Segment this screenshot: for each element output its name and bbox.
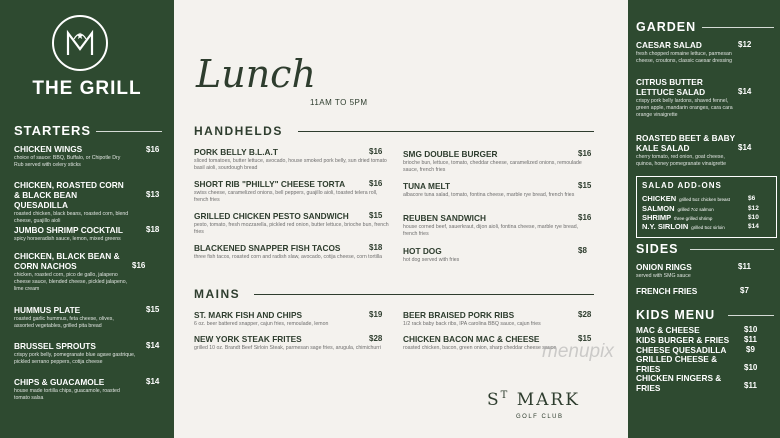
main-name: ST. MARK FISH AND CHIPS [194, 310, 303, 320]
main-desc: 6 oz. beer battered snapper, cajun fries, remoulade, lemon [194, 321, 329, 327]
kids-item [636, 325, 736, 335]
club-name-t: T [500, 390, 510, 401]
addon-item [642, 222, 725, 231]
mains-title: MAINS [194, 287, 241, 301]
handheld-desc: swiss cheese, caramelized onions, bell peppers, guajillo aioli, toasted telera roll, french fries [194, 190, 378, 203]
starter-price: $16 [146, 145, 160, 154]
lunch-hours: 11AM TO 5PM [310, 98, 368, 107]
side-price: $7 [740, 286, 749, 295]
garden-price: $12 [738, 40, 752, 49]
main-desc: roasted chicken, bacon, green onion, sharp cheddar cheese sauce [403, 345, 557, 351]
side-desc: served with SMG sauce [636, 273, 691, 279]
handheld-item [403, 149, 588, 174]
garden-desc: fresh chopped romaine lettuce, parmesan cheese, croutons, classic caesar dressing [636, 51, 733, 64]
starters-title: STARTERS [14, 123, 92, 138]
starter-price: $15 [146, 305, 160, 314]
handheld-price: $8 [578, 246, 587, 255]
kids-name: CHEESE QUESADILLA [636, 345, 727, 355]
handheld-price: $16 [369, 147, 383, 156]
club-name-s: S [487, 390, 501, 410]
handheld-desc: sliced tomatoes, butter lettuce, avocado, house smoked pork belly, sun dried tomato basil aioli, sourdough bread [194, 158, 387, 171]
handheld-name: GRILLED CHICKEN PESTO SANDWICH [194, 211, 349, 221]
handheld-desc: pesto, tomato, fresh mozzarella, pickled red onion, butter lettuce, brioche bun, french fries [194, 222, 389, 235]
garden-desc: cherry tomato, red onion, goat cheese, quinoa, honey pomegranate vinaigrette [636, 154, 726, 167]
kids-price: $10 [744, 325, 758, 334]
starter-desc: crispy pork belly, pomegranate blue agave gastrique, pickled serrano peppers, cotija cheese [14, 352, 136, 365]
starter-desc: house made tortilla chips, guacamole, roasted tomato salsa [14, 388, 120, 401]
handheld-price: $16 [369, 179, 383, 188]
main-name: NEW YORK STEAK FRITES [194, 334, 302, 344]
starter-price: $14 [146, 377, 160, 386]
starter-name: CHICKEN, ROASTED CORN & BLACK BEAN QUESADILLA [14, 180, 124, 210]
starter-price: $14 [146, 341, 160, 350]
garden-desc: crispy pork belly lardons, shaved fennel, green apple, mandarin oranges, cara cara orange vinaigrette [636, 98, 733, 118]
garden-item [636, 133, 740, 168]
starter-item [14, 225, 130, 243]
side-name: ONION RINGS [636, 262, 692, 272]
starter-desc: roasted chicken, black beans, roasted corn, blend cheese, guajillo aioli [14, 211, 129, 224]
side-name: FRENCH FRIES [636, 286, 698, 296]
starters-rule [96, 131, 162, 132]
starter-price: $13 [146, 190, 160, 199]
handheld-price: $16 [578, 149, 592, 158]
club-subtitle: GOLF CLUB [516, 414, 564, 420]
addons-title: SALAD ADD-ONS [642, 181, 722, 190]
handheld-item [194, 179, 389, 204]
starter-desc: chicken, roasted corn, pico de gallo, jalapeno cheese sauce, blended cheese, pickled jalapeno, lime cream [14, 272, 128, 292]
garden-rule [702, 27, 774, 28]
garden-item [636, 40, 748, 65]
handheld-name: REUBEN SANDWICH [403, 213, 486, 223]
handheld-name: SHORT RIB "PHILLY" CHEESE TORTA [194, 179, 346, 189]
handheld-name: BLACKENED SNAPPER FISH TACOS [194, 243, 341, 253]
center-panel [174, 0, 628, 438]
handheld-desc: house corned beef, sauerkraut, dijon aioli, fontina cheese, marble rye bread, french fries [403, 224, 579, 237]
addon-desc: grilled 7oz salmon [677, 207, 714, 212]
addon-name: N.Y. SIRLOIN [642, 222, 689, 231]
side-price: $11 [738, 262, 751, 271]
kids-item [636, 335, 746, 345]
main-price: $19 [369, 310, 383, 319]
starter-desc: roasted garlic hummus, feta cheese, olives, assorted vegetables, grilled pita bread [14, 316, 114, 329]
lunch-title: Lunch [196, 52, 316, 96]
right-panel [628, 0, 780, 438]
starter-name: JUMBO SHRIMP COCKTAIL [14, 225, 123, 235]
handheld-price: $18 [369, 243, 383, 252]
starter-name: HUMMUS PLATE [14, 305, 81, 315]
handheld-name: HOT DOG [403, 246, 442, 256]
garden-price: $14 [738, 87, 752, 96]
watermark: menupix [542, 341, 614, 362]
addon-price: $12 [748, 205, 759, 212]
brand-name: THE GRILL [32, 78, 142, 99]
addon-desc: grilled 5oz sirloin [691, 225, 725, 230]
side-item [636, 262, 736, 280]
starter-name: CHIPS & GUACAMOLE [14, 377, 105, 387]
kids-name: MAC & CHEESE [636, 325, 700, 335]
handheld-item [194, 211, 389, 236]
addon-price: $14 [748, 223, 759, 230]
grill-logo-icon [52, 15, 108, 71]
kids-item [636, 373, 740, 393]
handheld-desc: hot dog served with fries [403, 257, 460, 263]
handheld-item [194, 147, 389, 172]
kids-price: $11 [744, 381, 757, 390]
handheld-name: SMG DOUBLE BURGER [403, 149, 498, 159]
starter-item [14, 377, 132, 402]
kids-rule [728, 315, 774, 316]
sides-title: SIDES [636, 242, 679, 256]
starter-name: CHICKEN WINGS [14, 144, 83, 154]
kids-title: KIDS MENU [636, 308, 716, 322]
addon-name: SHRIMP [642, 213, 672, 222]
kids-price: $11 [744, 335, 757, 344]
main-price: $28 [369, 334, 383, 343]
kids-name: CHICKEN FINGERS & FRIES [636, 373, 722, 393]
kids-name: GRILLED CHEESE & FRIES [636, 354, 718, 374]
addon-item [642, 194, 730, 203]
starter-item [14, 144, 130, 169]
starter-price: $16 [132, 261, 146, 270]
handheld-item [403, 213, 588, 238]
starter-desc: choice of sauce: BBQ, Buffalo, or Chipotle Dry Rub served with celery sticks [14, 155, 121, 168]
kids-item [636, 354, 720, 374]
svg-text:★: ★ [75, 31, 85, 41]
main-name: CHICKEN BACON MAC & CHEESE [403, 334, 540, 344]
main-item [194, 310, 389, 328]
main-desc: 1/2 rack baby back ribs, IPA carolina BBQ sauce, cajun fries [403, 321, 541, 327]
addon-name: SALMON [642, 204, 675, 213]
addon-price: $10 [748, 214, 759, 221]
handheld-name: PORK BELLY B.L.A.T [194, 147, 278, 157]
starter-item [14, 305, 134, 330]
addon-desc: three grilled shrimp [674, 216, 713, 221]
addon-name: CHICKEN [642, 194, 677, 203]
club-logo [487, 390, 580, 410]
kids-price: $9 [746, 345, 755, 354]
handhelds-rule [298, 131, 594, 132]
sides-rule [690, 249, 774, 250]
handheld-desc: albacore tuna salad, tomato, fontina cheese, marble rye bread, french fries [403, 192, 575, 198]
kids-name: KIDS BURGER & FRIES [636, 335, 730, 345]
mains-rule [254, 294, 594, 295]
garden-price: $14 [738, 143, 752, 152]
kids-price: $10 [744, 363, 758, 372]
main-name: BEER BRAISED PORK RIBS [403, 310, 515, 320]
club-name-mark: MARK [509, 390, 580, 410]
garden-name: ROASTED BEET & BABY KALE SALAD [636, 133, 735, 153]
main-price: $15 [578, 334, 592, 343]
main-item [403, 310, 588, 328]
addon-price: $6 [748, 195, 756, 202]
left-panel [0, 0, 174, 438]
starter-name: CHICKEN, BLACK BEAN & CORN NACHOS [14, 251, 120, 271]
starter-price: $18 [146, 225, 160, 234]
main-desc: grilled 10 oz. Brandt Beef Sirloin Steak, parmesan sage fries, arugula, chimichurri [194, 345, 381, 351]
starter-desc: spicy horseradish sauce, lemon, mixed greens [14, 236, 121, 242]
handhelds-title: HANDHELDS [194, 124, 283, 138]
starter-name: BRUSSEL SPROUTS [14, 341, 96, 351]
addon-item [642, 204, 714, 213]
handheld-name: TUNA MELT [403, 181, 451, 191]
starter-item [14, 341, 140, 366]
handheld-price: $15 [369, 211, 383, 220]
handheld-item [403, 181, 588, 199]
addon-desc: grilled 5oz chicken breast [679, 197, 730, 202]
handheld-item [403, 246, 588, 264]
handheld-item [194, 243, 389, 261]
main-item [194, 334, 389, 352]
garden-name: CAESAR SALAD [636, 40, 702, 50]
handheld-desc: brioche bun, lettuce, tomato, cheddar cheese, caramelized onions, remoulade sauce, french fries [403, 160, 582, 173]
side-item [636, 286, 736, 296]
addon-item [642, 213, 712, 222]
garden-item [636, 77, 736, 119]
starter-item [14, 180, 130, 225]
handheld-price: $16 [578, 213, 592, 222]
garden-name: CITRUS BUTTER LETTUCE SALAD [636, 77, 706, 97]
handheld-price: $15 [578, 181, 592, 190]
handheld-desc: three fish tacos, roasted corn and radish slaw, avocado, cotija cheese, corn tortilla [194, 254, 383, 260]
garden-title: GARDEN [636, 20, 697, 34]
starter-item [14, 251, 130, 293]
main-price: $28 [578, 310, 592, 319]
